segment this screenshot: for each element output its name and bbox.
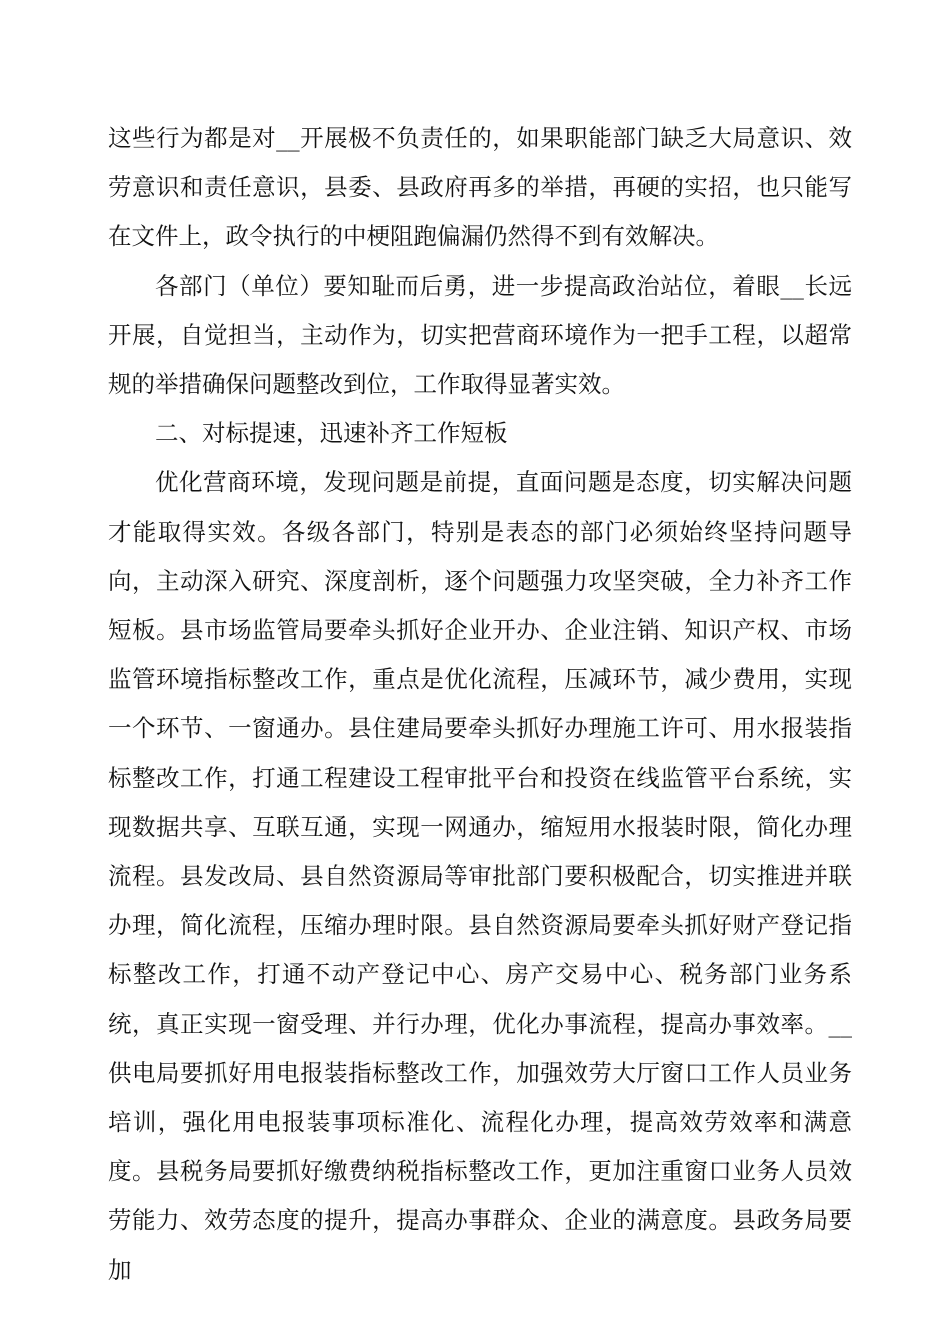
paragraph-departments-shame: 各部门（单位）要知耻而后勇，进一步提高政治站位，着眼__长远开展，自觉担当，主动作为，切实把营商环境作为一把手工程，以超常规的举措确保问题整改到位，工作取得显著实效。 bbox=[108, 271, 852, 399]
document-page bbox=[108, 114, 852, 1295]
section-heading-two: 二、对标提速，迅速补齐工作短板 bbox=[155, 419, 508, 448]
paragraph-continuation: 这些行为都是对__开展极不负责任的，如果职能部门缺乏大局意识、效劳意识和责任意识，县委、县政府再多的举措，再硬的实招，也只能写在文件上，政令执行的中梗阻跑偏漏仍然得不到有效解决。 bbox=[108, 124, 852, 251]
paragraph-optimize-environment: 优化营商环境，发现问题是前提，直面问题是态度，切实解决问题才能取得实效。各级各部门，特别是表态的部门必须始终坚持问题导向，主动深入研究、深度剖析，逐个问题强力攻坚突破，全力补齐工作短板。县市场监管局要牵头抓好企业开办、企业注销、知识产权、市场监管环境指标整改工作，重点是优化流程，压减环节，减少费用，实现一个环节、一窗通办。县住建局要牵头抓好办理施工许可、用水报装指标整改工作，打通工程建设工程审批平台和投资在线监管平台系统，实现数据共享、互联互通，实现一网通办，缩短用水报装时限，简化办理流程。县发改局、县自然资源局等审批部门要积极配合，切实推进并联办理，简化流程，压缩办理时限。县自然资源局要牵头抓好财产登记指标整改工作，打通不动产登记中心、房产交易中心、税务部门业务系统，真正实现一窗受理、并行办理，优化办事流程，提高办事效率。__供电局要抓好用电报装指标整改工作，加强效劳大厅窗口工作人员业务培训，强化用电报装事项标准化、流程化办理，提高效劳效率和满意度。县税务局要抓好缴费纳税指标整改工作，更加注重窗口业务人员效劳能力、效劳态度的提升，提高办事群众、企业的满意度。县政务局要加 bbox=[108, 468, 852, 1284]
